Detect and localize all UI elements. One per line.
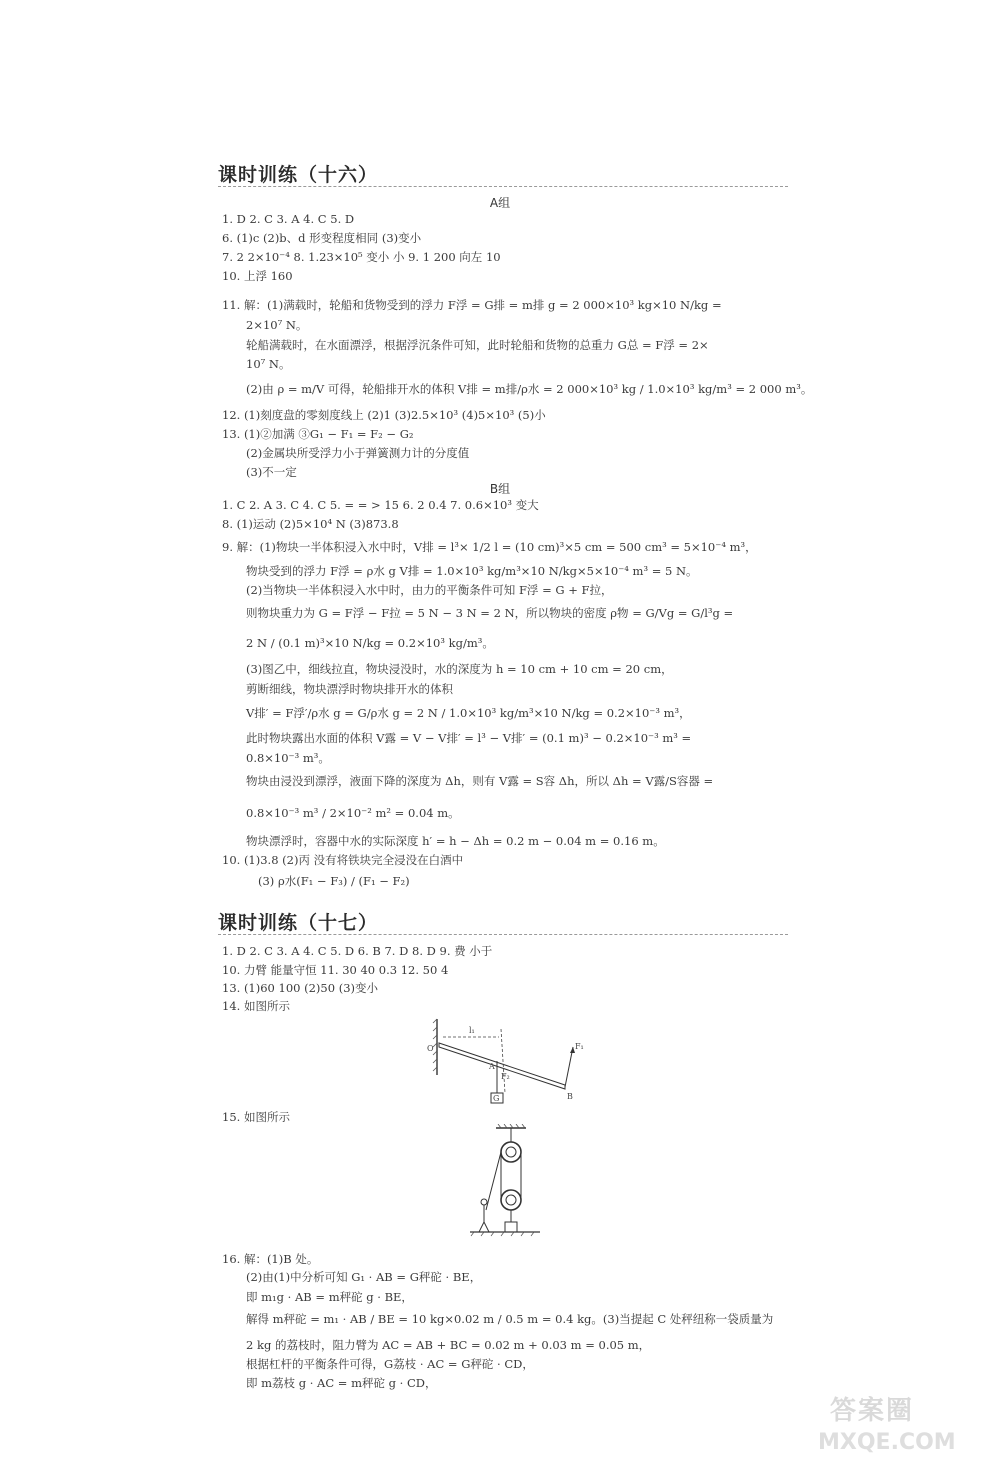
lever-label: A (489, 1062, 495, 1071)
answer-line: 1. D 2. C 3. A 4. C 5. D 6. B 7. D 8. D 9. 费 小于 (222, 944, 493, 958)
lever-label: O (427, 1044, 434, 1053)
answer-line: 15. 如图所示 (222, 1110, 290, 1124)
answer-line: (2)当物块一半体积浸入水中时，由力的平衡条件可知 F浮 = G + F拉， (246, 583, 613, 597)
answer-line: (3)不一定 (246, 465, 297, 479)
answer-line: 解得 m秤砣 = m₁ · AB / BE = 10 kg×0.02 m / 0.5 m = 0.4 kg。(3)当提起 C 处秤纽称一袋质量为 (246, 1312, 774, 1326)
answer-line: 0.8×10⁻³ m³。 (246, 751, 330, 765)
answer-line: (2)金属块所受浮力小于弹簧测力计的分度值 (246, 446, 470, 460)
group-a-label: A组 (489, 196, 511, 210)
group-b-label: B组 (489, 482, 511, 496)
answer-line: 轮船满载时，在水面漂浮，根据浮沉条件可知，此时轮船和货物的总重力 G总 = F浮 = 2× (246, 338, 709, 352)
answer-line: 0.8×10⁻³ m³ / 2×10⁻² m² = 0.04 m。 (246, 806, 460, 820)
pulley-figure (468, 1124, 548, 1246)
answer-line: 16. 解：(1)B 处。 (222, 1252, 319, 1266)
section-16-rule (218, 186, 788, 187)
answer-line: 13. (1)②加满 ③G₁ − F₁ = F₂ − G₂ (222, 427, 414, 441)
lever-label: F₁ (575, 1042, 584, 1051)
answer-line: 8. (1)运动 (2)5×10⁴ N (3)873.8 (222, 517, 399, 531)
answer-line: 2×10⁷ N。 (246, 318, 308, 332)
answer-line: 物块漂浮时，容器中水的实际深度 h′ = h − Δh = 0.2 m − 0.04 m = 0.16 m。 (246, 834, 665, 848)
answer-line: 10⁷ N。 (246, 357, 291, 371)
answer-line: 即 m荔枝 g · AC = m秤砣 g · CD， (246, 1376, 437, 1390)
lever-figure (425, 1015, 595, 1105)
answer-line: 6. (1)c (2)b、d 形变程度相同 (3)变小 (222, 231, 422, 245)
answer-line: 12. (1)刻度盘的零刻度线上 (2)1 (3)2.5×10³ (4)5×10³ (5)小 (222, 408, 546, 422)
answer-line: 1. C 2. A 3. C 4. C 5. = = > 15 6. 2 0.4 7. 0.6×10³ 变大 (222, 498, 539, 512)
lever-label: l₁ (469, 1026, 475, 1035)
answer-line: (3) ρ水(F₁ − F₃) / (F₁ − F₂) (258, 874, 410, 888)
lever-label: B (567, 1092, 573, 1101)
answer-line: 则物块重力为 G = F浮 − F拉 = 5 N − 3 N = 2 N，所以物块的密度 ρ物 = G/Vg = G/l³g = (246, 606, 734, 620)
section-17-title: 课时训练（十七） (218, 912, 379, 934)
answer-line: 10. 力臂 能量守恒 11. 30 40 0.3 12. 50 4 (222, 963, 449, 977)
answer-line: 11. 解：(1)满载时，轮船和货物受到的浮力 F浮 = G排 = m排 g = 2 000×10³ kg×10 N/kg = (222, 298, 722, 312)
answer-line: 即 m₁g · AB = m秤砣 g · BE， (246, 1290, 413, 1304)
answer-line: 根据杠杆的平衡条件可得，G荔枝 · AC = G秤砣 · CD， (246, 1357, 534, 1371)
section-17-rule (218, 934, 788, 935)
answer-line: (2)由(1)中分析可知 G₁ · AB = G秤砣 · BE， (246, 1270, 482, 1284)
watermark-logo: 答案圈 (830, 1396, 915, 1426)
watermark-url: MXQE.COM (818, 1430, 956, 1455)
section-16-title: 课时训练（十六） (218, 164, 379, 186)
answer-line: 1. D 2. C 3. A 4. C 5. D (222, 212, 355, 226)
answer-line: 2 N / (0.1 m)³×10 N/kg = 0.2×10³ kg/m³。 (246, 636, 494, 650)
answer-line: (2)由 ρ = m/V 可得，轮船排开水的体积 V排 = m排/ρ水 = 2 000×10³ kg / 1.0×10³ kg/m³ = 2 000 m³。 (246, 382, 813, 396)
answer-line: 10. 上浮 160 (222, 269, 293, 283)
answer-line: 7. 2 2×10⁻⁴ 8. 1.23×10⁵ 变小 小 9. 1 200 向左 10 (222, 250, 501, 264)
lever-label: F₂ (501, 1072, 510, 1081)
answer-line: 此时物块露出水面的体积 V露 = V − V排′ = l³ − V排′ = (0.1 m)³ − 0.2×10⁻³ m³ = (246, 731, 692, 745)
answer-line: (3)图乙中，细线拉直，物块浸没时，水的深度为 h = 10 cm + 10 cm = 20 cm， (246, 662, 673, 676)
answer-line: 9. 解：(1)物块一半体积浸入水中时，V排 = l³× 1/2 l = (10 cm)³×5 cm = 500 cm³ = 5×10⁻⁴ m³， (222, 540, 757, 554)
answer-line: 10. (1)3.8 (2)丙 没有将铁块完全浸没在白酒中 (222, 853, 464, 867)
answer-line: 13. (1)60 100 (2)50 (3)变小 (222, 981, 378, 995)
lever-label: G (493, 1094, 500, 1103)
answer-line: 剪断细线，物块漂浮时物块排开水的体积 (246, 682, 453, 696)
answer-line: 14. 如图所示 (222, 999, 290, 1013)
answer-line: 2 kg 的荔枝时，阻力臂为 AC = AB + BC = 0.02 m + 0.03 m = 0.05 m， (246, 1338, 651, 1352)
answer-line: 物块受到的浮力 F浮 = ρ水 g V排 = 1.0×10³ kg/m³×10 N/kg×5×10⁻⁴ m³ = 5 N。 (246, 564, 698, 578)
answer-line: V排′ = F浮′/ρ水 g = G/ρ水 g = 2 N / 1.0×10³ kg/m³×10 N/kg = 0.2×10⁻³ m³， (246, 706, 691, 720)
answer-line: 物块由浸没到漂浮，液面下降的深度为 Δh，则有 V露 = S容 Δh，所以 Δh = V露/S容器 = (246, 774, 714, 788)
